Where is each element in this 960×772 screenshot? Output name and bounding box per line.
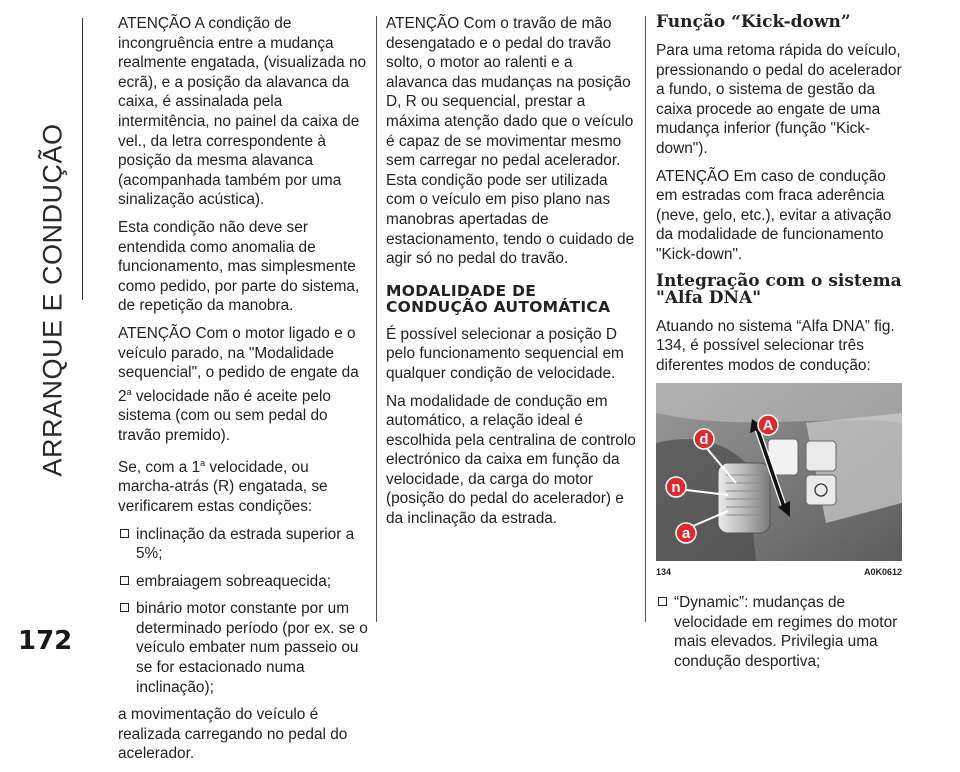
column-divider xyxy=(376,16,377,622)
section-title: ARRANQUE E CONDUÇÃO xyxy=(37,123,68,477)
subsection-heading: Integração com o sistema "Alfa DNA" xyxy=(656,270,902,308)
paragraph: Para uma retoma rápida do veículo, pressionando o pedal do acelerador a fundo, o sistema de gestão da caixa procede ao engate de uma mudança inferior (função "Kick-down"). xyxy=(656,42,902,157)
figure-code: A0K0612 xyxy=(863,567,902,578)
section-heading: MODALIDADE DE CONDUÇÃO AUTOMÁTICA xyxy=(386,281,611,316)
figure-label-d: d xyxy=(699,431,709,449)
page-number: 172 xyxy=(18,626,73,656)
column-1 xyxy=(118,14,368,772)
paragraph: ATENÇÃO Com o travão de mão desengatado e o pedal do travão solto, o motor ao ralenti e a alavanca das mudanças na posição D, R ou sequencial, prestar a máxima atenção dado que o veículo é capaz de se movimentar mesmo sem carregar no pedal acelerador. Esta condição pode ser utilizada com o veículo em piso plano nas manobras apertadas de estacionamento, tendo o cuidado de agir só no pedal do travão. xyxy=(386,15,635,268)
paragraph: É possível selecionar a posição D pelo funcionamento sequencial em qualquer condição de velocidade. xyxy=(386,325,624,382)
list-item: embraiagem sobreaquecida; xyxy=(118,572,368,592)
paragraph: ATENÇÃO Em caso de condução em estradas com fraca aderência (neve, gelo, etc.), evitar a ativação da modalidade de funcionamento "Kick-down". xyxy=(656,167,892,263)
figure-label-a: a xyxy=(681,525,691,543)
paragraph: Esta condição não deve ser entendida como anomalia de funcionamento, mas simplesmente como pedido, por parte do sistema, de repetição da manobra. xyxy=(118,218,360,315)
figure-caption xyxy=(656,563,902,583)
column-3 xyxy=(656,14,902,679)
figure-label-A: A xyxy=(762,417,774,435)
figure-number: 134 xyxy=(656,567,672,578)
paragraph: Na modalidade de condução em automático, a relação ideal é escolhida pela centralina de controlo electrónico da caixa em função da velocidade, da carga do motor (posição do pedal do acelerador) e da inclinação da estrada. xyxy=(386,392,636,528)
paragraph: Atuando no sistema “Alfa DNA” fig. 134, é possível selecionar três diferentes modos de condução: xyxy=(656,317,895,374)
list-item: “Dynamic”: mudanças de velocidade em regimes do motor mais elevados. Privilegia uma condução desportiva; xyxy=(656,593,902,671)
list-item: inclinação da estrada superior a 5%; xyxy=(118,525,368,564)
paragraph: ATENÇÃO A condição de incongruência entre a mudança realmente engatada, (visualizada no ecrã), e a posição da alavanca da caixa, é assinalada pela intermitência, no painel da caixa de vel., da letra correspondente à posição da mesma alavanca (acompanhada também por uma sinalização acústica). xyxy=(118,15,367,209)
dna-selector-illustration xyxy=(656,383,902,561)
paragraph: a movimentação do veículo é realizada carregando no pedal do acelerador. xyxy=(118,706,348,763)
figure-dna-selector xyxy=(656,383,902,561)
subsection-heading: Função “Kick-down” xyxy=(656,12,851,32)
paragraph: Se, com a 1$^a$ velocidade, ou marcha-atrás (R) engatada, se verificarem estas condições: xyxy=(118,457,328,515)
section-title-rule xyxy=(82,18,83,300)
paragraph: ATENÇÃO Com o motor ligado e o veículo parado, na "Modalidade sequencial", o pedido de engate da 2$^a$ velocidade não é aceite pelo sistema (com ou sem pedal do travão premido). xyxy=(118,324,359,444)
list-item: binário motor constante por um determinado período (por ex. se o veículo embater num passeio ou se for estacionado numa inclinação); xyxy=(118,599,368,697)
figure-label-n: n xyxy=(671,479,681,497)
column-2 xyxy=(386,14,636,537)
column-divider xyxy=(645,16,646,622)
